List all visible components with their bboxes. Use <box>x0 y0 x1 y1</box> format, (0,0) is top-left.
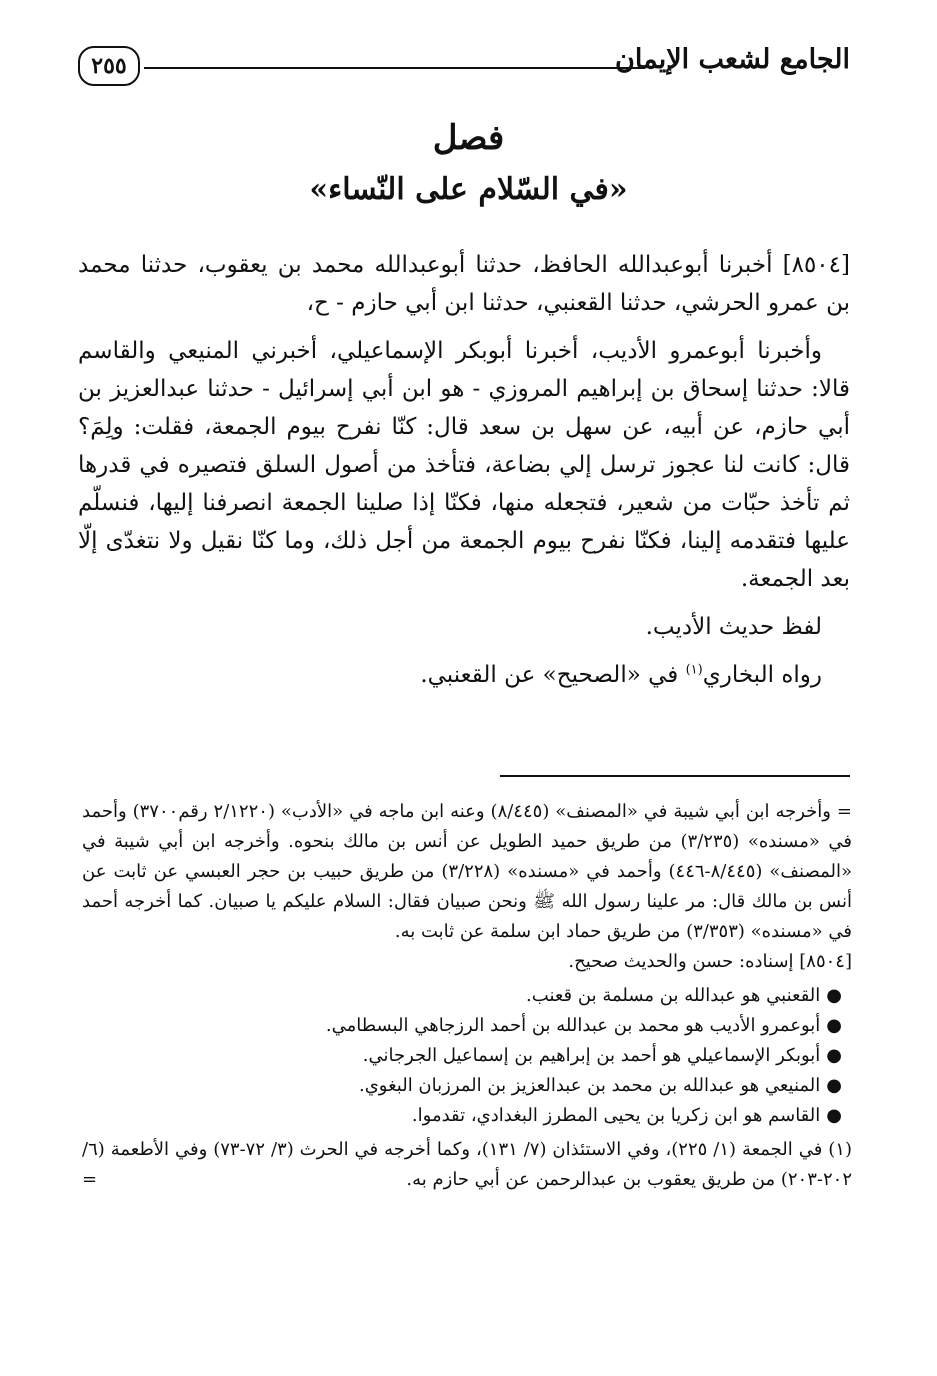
source-note-start: رواه البخاري <box>702 662 822 688</box>
narrator-note: أبوعمرو الأديب هو محمد بن عبدالله بن أحمد الرزجاهي البسطامي. <box>325 1015 821 1036</box>
page-header <box>78 40 850 88</box>
section-title: فصل <box>432 118 505 158</box>
page-number: ٢٥٥ <box>78 46 140 86</box>
footnote-separator <box>500 775 850 777</box>
narrator-note: القعنبي هو عبدالله بن مسلمة بن قعنب. <box>526 985 821 1006</box>
list-item <box>82 1041 842 1071</box>
hadith-chain-2: وأخبرنا أبوعمرو الأديب، أخبرنا أبوبكر الإسماعيلي، أخبرني المنيعي والقاسم قالا: حدثنا إسحاق بن إبراهيم المروزي - هو ابن أبي إسرائيل - حدثنا عبدالعزيز بن أبي حازم، عن أبيه، عن سهل بن سعد قال: كنّا نفرح بيوم الجمعة، فقلت: ولِمَ؟ قال: كانت لنا عجوز ترسل إلي بضاعة، فتأخذ من أصول السلق فتصيره في قدرها ثم تأخذ حبّات من شعير، فتجعله منها، فكنّا إذا صلينا الجمعة انصرفنا إليها، فنسلّم عليها فتقدمه إلينا، فكنّا نفرح بيوم الجمعة من أجل ذلك، وما كنّا نقيل ولا نتغدّى إلّا بعد الجمعة. <box>78 338 850 592</box>
list-item <box>82 1011 842 1041</box>
hadith-text <box>78 246 850 704</box>
list-item <box>82 1071 842 1101</box>
footnote-ref-1: (١) <box>685 662 703 678</box>
footnote-1-text: (١) في الجمعة (١/ ٢٢٥)، وفي الاستئذان (٧/ ١٣١)، وكما أخرجه في الحرث (٣/ ٧٢-٧٣) وفي الأطعمة (٦/ ٢٠٢-٢٠٣) من طريق يعقوب بن عبدالرحمن عن أبي حازم به. <box>82 1139 852 1190</box>
source-note <box>78 656 850 694</box>
continued-footnote: = وأخرجه ابن أبي شيبة في «المصنف» (٨/٤٤٥) وعنه ابن ماجه في «الأدب» (٢/١٢٢٠ رقم٣٧٠٠) وأحمد في «مسنده» (٣/٢٣٥) من طريق حميد الطويل عن أنس بن مالك بنحوه. وأخرجه ابن أبي شيبة في «المصنف» (٨/٤٤٥-٤٤٦) وأحمد في «مسنده» (٣/٢٢٨) من طريق حبيب بن حجر العبسي عن ثابت عن أنس بن مالك قال: مر علينا رسول الله ﷺ ونحن صبيان فقال: السلام عليكم يا صبيان. كما أخرجه أحمد في «مسنده» (٣/٣٥٣) من طريق حماد ابن سلمة عن ثابت به. <box>82 801 853 942</box>
list-item <box>82 1101 842 1131</box>
bullet-icon: ● <box>826 985 842 1006</box>
bullet-icon: ● <box>826 1015 842 1036</box>
bullet-icon: ● <box>826 1105 842 1126</box>
narrator-note: أبوبكر الإسماعيلي هو أحمد بن إبراهيم بن إسماعيل الجرجاني. <box>362 1045 821 1066</box>
hadith-chain-1: [٨٥٠٤] أخبرنا أبوعبدالله الحافظ، حدثنا أبوعبدالله محمد بن يعقوب، حدثنا محمد بن عمرو الحرشي، حدثنا القعنبي، حدثنا ابن أبي حازم - ح، <box>78 252 850 316</box>
list-item <box>82 981 842 1011</box>
footnotes <box>82 797 852 1195</box>
bullet-icon: ● <box>826 1045 842 1066</box>
narrator-note: القاسم هو ابن زكريا بن يحيى المطرز البغدادي، تقدموا. <box>411 1105 821 1126</box>
footnote-1 <box>82 1135 852 1195</box>
continuation-mark: = <box>82 1169 98 1190</box>
isnad-grading: [٨٥٠٤] إسناده: حسن والحديث صحيح. <box>568 951 852 972</box>
running-title: الجامع لشعب الإيمان <box>615 44 850 75</box>
source-note-end: في «الصحيح» عن القعنبي. <box>420 662 686 688</box>
wording-note: لفظ حديث الأديب. <box>645 614 822 640</box>
narrator-note: المنيعي هو عبدالله بن محمد بن عبدالعزيز بن المرزبان البغوي. <box>358 1075 821 1096</box>
bullet-icon: ● <box>826 1075 842 1096</box>
section-subtitle: «في السّلام على النّساء» <box>309 172 628 207</box>
narrator-list <box>82 981 852 1131</box>
header-rule <box>144 67 645 69</box>
